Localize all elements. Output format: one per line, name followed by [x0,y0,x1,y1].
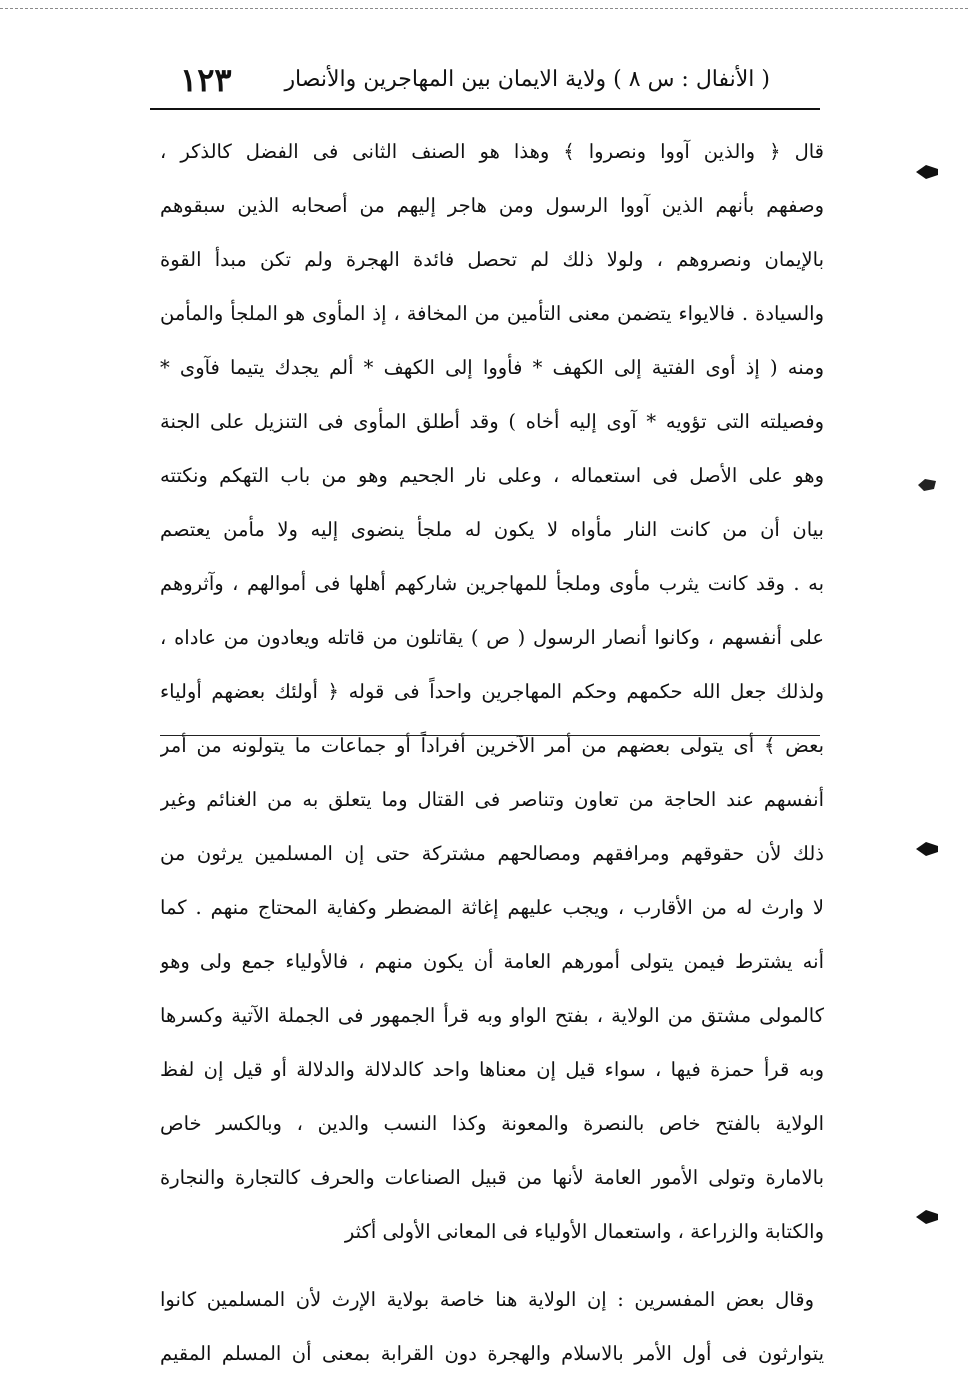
text-line: يتوارثون فى أول الأمر بالاسلام والهجرة دون القرابة بمعنى أن المسلم المقيم [160,1342,824,1365]
text-line: أنه يشترط فيمن يتولى أمورهم العامة أن يكون منهم ، فالأولياء جمع ولى وهو [160,950,824,973]
page-header [140,55,830,105]
text-line: وهو على الأصل فى استعماله ، وعلى نار الجحيم وهو من باب التهكم ونكتته [160,464,824,487]
page-number: ١٢٣ [180,61,232,99]
margin-arrow-mark [916,1210,938,1224]
text-line: بالإيمان ونصروهم ، ولولا ذلك لم تحصل فائدة الهجرة ولم تكن مبدأ القوة [160,248,824,271]
top-scan-rule [0,8,968,9]
text-line: ولذلك جعل الله حكمهم وحكم المهاجرين واحداً فى قوله ﴿ أولئك بعضهم أولياء [160,680,824,703]
text-line: بيان أن من كانت النار مأواه لا يكون له ملجأ ينضوى إليه ولا مأمن يعتصم [160,518,824,541]
header-rule [150,108,820,110]
text-line: وقال بعض المفسرين : إن الولاية هنا خاصة بولاية الإرث لأن المسلمين كانوا [160,1288,814,1311]
text-line: وصفهم بأنهم الذين آووا الرسول ومن هاجر إليهم من أصحابه الذين سبقوهم [160,194,824,217]
text-line: ذلك لأن حقوقهم ومرافقهم ومصالحهم مشتركة حتى إن المسلمين يرثون من [160,842,824,865]
paragraph [160,125,824,1259]
text-line: وفصيلته التى تؤويه * آوى إليه أخاه ) وقد أطلق المأوى فى التنزيل على الجنة [160,410,824,433]
text-line: وبه قرأ حمزة فيها ، سواء قيل إن معناها واحد كالدلالة والدلالة أو قيل إن لفظ [160,1058,824,1081]
text-line: بالامارة وتولى الأمور العامة لأنها من قبيل الصناعات والحرف كالتجارة والنجارة [160,1166,824,1189]
text-line: لا وارث له من الأقارب ، ويجب عليهم إغاثة المضطر وكفاية المحتاج منهم . كما [160,896,824,919]
text-line: ومنه ( إذ أوى الفتية إلى الكهف * فأووا إلى الكهف * ألم يجدك يتيما فآوى * [160,356,824,379]
text-line: والسيادة . فالايواء يتضمن معنى التأمين من المخافة ، إذ المأوى هو الملجأ والمأمن [160,302,824,325]
text-line: والكتابة والزراعة ، واستعمال الأولياء فى المعانى الأولى أكثر [344,1220,824,1243]
text-line: قال ﴿ والذين آووا ونصروا ﴾ وهذا هو الصنف الثانى فى الفضل كالذكر ، [160,140,824,163]
margin-ink-blot [916,478,938,492]
body-text [160,125,824,1381]
running-title: ( الأنفال : س ٨ ) ولاية الايمان بين المهاجرين والأنصار [284,67,770,92]
margin-arrow-mark [916,842,938,856]
text-line: على أنفسهم ، وكانوا أنصار الرسول ( ص ) يقاتلون من قاتله ويعادون من عاداه ، [160,626,824,649]
margin-arrow-mark [916,165,938,179]
book-page [140,55,840,1365]
paragraph-gap [160,1259,824,1273]
text-line: به . وقد كانت يثرب مأوى وملجأ للمهاجرين شاركهم أهلها فى أموالهم ، وآثروهم [160,572,824,595]
paragraph [160,1273,824,1381]
pencil-underline [160,735,820,736]
text-line: بعض ﴾ أى يتولى بعضهم من أمر الآخرين أفراداً أو جماعات ما يتولونه من أمر [160,734,824,757]
text-line: كالمولى مشتق من الولاية ، بفتح الواو وبه قرأ الجمهور فى الجملة الآتية وكسرها [160,1004,824,1027]
text-line: أنفسهم عند الحاجة من تعاون وتناصر فى القتال وما يتعلق به من الغنائم وغير [160,788,824,811]
text-line: الولاية بالفتح خاص بالنصرة والمعونة وكذا النسب والدين ، وبالكسر خاص [160,1112,824,1135]
